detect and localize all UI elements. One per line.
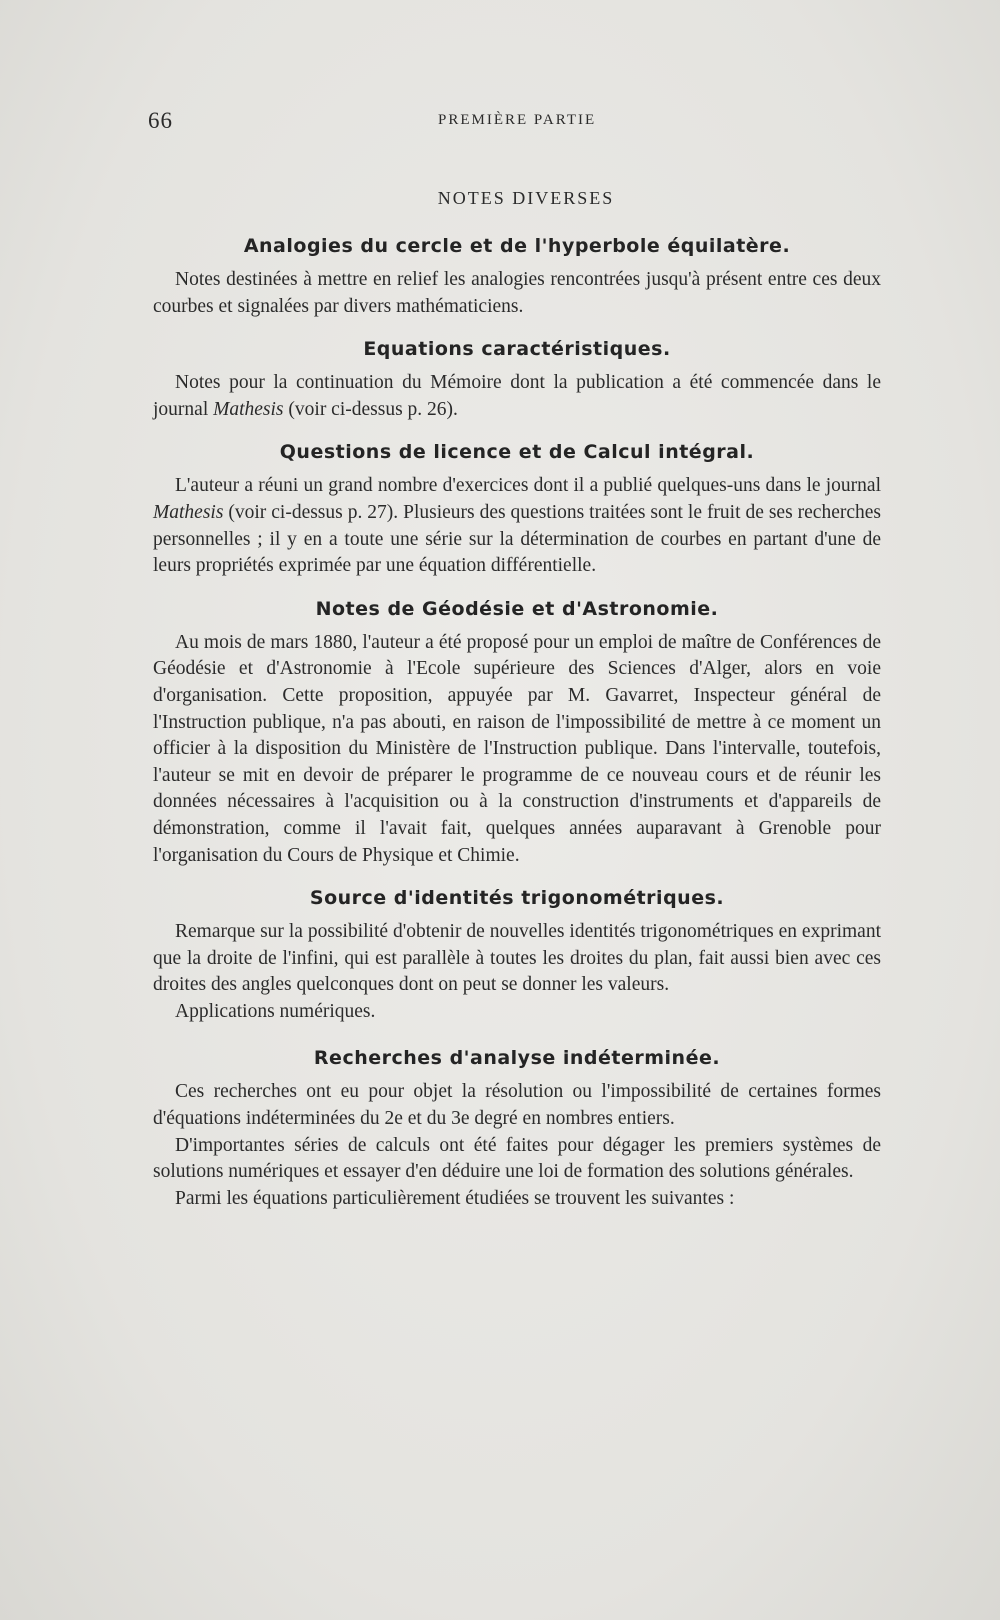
- section-geodesie: [153, 598, 881, 869]
- section-heading: Source d'identités trigonométriques.: [309, 887, 725, 910]
- section-heading: Questions de licence et de Calcul intégral.: [279, 441, 755, 464]
- paragraph-text: (voir ci-dessus p. 26).: [283, 398, 458, 420]
- section-analyse: [153, 1047, 881, 1212]
- paragraph: [153, 370, 881, 423]
- page-number: 66: [148, 108, 173, 133]
- section-identites: [153, 887, 881, 1025]
- paragraph: Parmi les équations particulièrement étudiées se trouvent les suivantes :: [175, 1187, 735, 1209]
- paragraph: Notes destinées à mettre en relief les analogies rencontrées jusqu'à présent entre ces deux courbes et signalées par divers mathématiciens.: [153, 269, 881, 317]
- section-heading: Equations caractéristiques.: [363, 338, 671, 361]
- paragraph: [153, 473, 881, 579]
- paragraph-text: (voir ci-dessus p. 27). Plusieurs des questions traitées sont le fruit de ses recherches personnelles ; il y en a toute une série sur la détermination de courbes en partant d'une de leurs propriétés exprimée par une équation différentielle.: [153, 501, 881, 577]
- running-title: PREMIÈRE PARTIE: [438, 112, 597, 128]
- journal-title: Mathesis: [153, 501, 224, 523]
- section-questions: [153, 441, 881, 579]
- paragraph: D'importantes séries de calculs ont été faites pour dégager les premiers systèmes de solutions numériques et essayer d'en déduire une loi de formation des solutions générales.: [153, 1134, 881, 1183]
- section-heading: Notes de Géodésie et d'Astronomie.: [315, 597, 719, 620]
- page-body: [153, 188, 881, 1212]
- section-heading: Recherches d'analyse indéterminée.: [313, 1047, 721, 1070]
- paragraph-text: L'auteur a réuni un grand nombre d'exercices dont il a publié quelques-uns dans le journal: [175, 475, 881, 497]
- section-equations: [153, 338, 881, 423]
- section-analogies: [153, 235, 881, 320]
- paragraph: Applications numériques.: [175, 1000, 376, 1022]
- paragraph: Au mois de mars 1880, l'auteur a été proposé pour un emploi de maître de Conférences de Géodésie et d'Astronomie à l'Ecole supérieure des Sciences d'Alger, alors en voie d'organisation. Cette proposition, appuyée par M. Gavarret, Inspecteur général de l'Instruction publique, n'a pas abouti, en raison de l'impossibilité de mettre à ce moment un officier à la disposition du Ministère de l'Instruction publique. Dans l'intervalle, toutefois, l'auteur se mit en devoir de préparer le programme de ce nouveau cours et de réunir les données nécessaires à l'acquisition ou à la construction d'instruments et d'appareils de démonstration, comme il l'avait fait, quelques années auparavant à Grenoble pour l'organisation du Cours de Physique et Chimie.: [153, 631, 881, 866]
- journal-title: Mathesis: [213, 398, 284, 420]
- paragraph: Remarque sur la possibilité d'obtenir de nouvelles identités trigonométriques en exprimant que la droite de l'infini, qui est parallèle à toutes les droites du plan, fait aussi bien avec ces droites des angles quelconques dont on peut se donner les valeurs.: [153, 921, 881, 996]
- paragraph: Ces recherches ont eu pour objet la résolution ou l'impossibilité de certaines formes d'équations indéterminées du 2e et du 3e degré en nombres entiers.: [153, 1081, 881, 1130]
- running-header: [148, 108, 848, 138]
- section-heading: Analogies du cercle et de l'hyperbole équilatère.: [243, 235, 791, 257]
- paragraph-text: Notes pour la continuation du Mémoire dont la publication a été commencée dans le journal: [153, 372, 881, 420]
- part-title: NOTES DIVERSES: [437, 188, 615, 208]
